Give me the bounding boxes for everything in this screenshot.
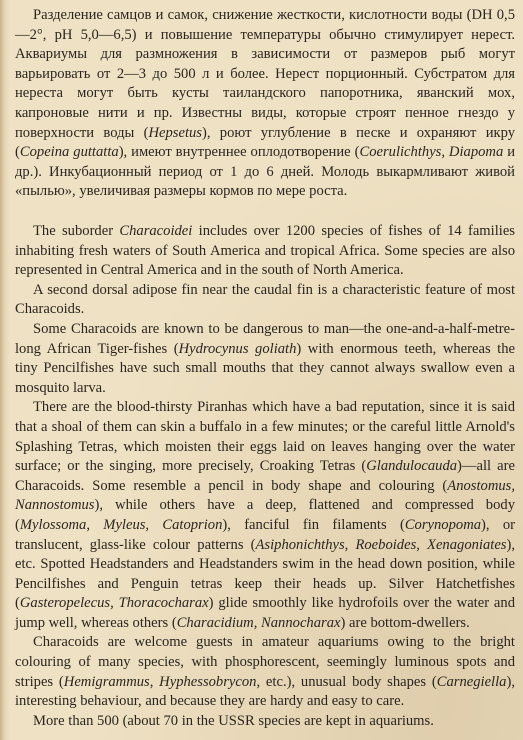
text-run: и др.). Инкубационный период от 1 до 6 дней. Молодь выкармливают живой «пылью», увеличивая размеры кормов по мере роста. — [15, 144, 516, 200]
text-run: ), while others have a deep, flattened and compressed body ( — [15, 497, 515, 533]
italic-term: Hemigrammus, Hyphessobrycon — [63, 673, 257, 690]
italic-term: Characidium, Nannocharax — [176, 614, 341, 631]
text-run: ), fanciful fin filaments ( — [222, 516, 405, 533]
italic-term: Copeina guttatta — [19, 144, 119, 161]
text-run: Some Characoids are known to be dangerous to man—the one-and-a-half-metre-long African Tiger-fishes ( — [15, 320, 515, 357]
italic-term: Gasteropelecus, Thoracocharax — [19, 595, 209, 612]
english-paragraph — [15, 222, 515, 281]
italic-term: Anostomus, Nannostomus — [15, 477, 515, 514]
text-run: )—all are Characoids. Some resemble a pencil in body shape and colouring ( — [15, 458, 515, 494]
italic-term: Mylossoma, Myleus, Catoprion — [19, 516, 223, 533]
text-run: A second dorsal adipose fin near the caudal fin is a characteristic feature of most Characoids. — [15, 281, 515, 318]
english-paragraph — [15, 712, 515, 732]
text-run: The suborder — [33, 223, 120, 239]
italic-term: Hepsetus — [148, 124, 202, 141]
text-run: ), or translucent, glass-like colour patterns ( — [15, 516, 515, 553]
text-run: Разделение самцов и самок, снижение жесткости, кислотности воды (DH 0,5—2°, pH 5,0—6,5) и повышение температуры обычно стимулирует нерест. Аквариумы для размножения в зависимости от размеров рыб могут варьировать от 2—3 до 500 л и более. Нерест порционный. Субстратом для нереста могут быть кусты таиландского папоротника, яванский мох, капроновые нити и пр. Известны виды, которые строят пенное гнездо у поверхности воды ( — [15, 7, 515, 141]
english-paragraph — [15, 398, 515, 633]
text-run: , etc.), unusual body shapes ( — [256, 673, 437, 690]
russian-paragraph — [15, 6, 515, 202]
italic-term: Glandulocauda — [366, 458, 458, 475]
italic-term: Coerulichthys, Diapoma — [359, 144, 504, 161]
italic-term: Asiphonichthys, Roeboides, Xenagoniates — [255, 536, 507, 553]
italic-term: Carnegiella — [436, 673, 507, 690]
text-run: ) are bottom-dwellers. — [340, 614, 470, 631]
russian-text-block — [15, 6, 515, 202]
page-edge — [0, 0, 5, 740]
english-paragraph — [15, 281, 515, 320]
italic-term: Hydrocynus goliath — [178, 340, 297, 357]
italic-term: Corynopoma — [404, 516, 482, 533]
english-paragraph — [15, 320, 515, 398]
text-run: ) with enormous teeth, whereas the tiny Pencilfishes have such small mouths that they cannot always swallow even a mosquito larva. — [15, 340, 515, 396]
text-run: Characoids are welcome guests in amateur aquariums owing to the bright colouring of many species, with phosphorescent, seemingly luminous spots and stripes ( — [15, 634, 515, 690]
text-run: ), имеют внутреннее оплодотворение ( — [118, 144, 360, 161]
italic-term: Characoidei — [119, 223, 193, 239]
text-run: More than 500 (about 70 in the USSR species are kept in aquariums. — [33, 712, 434, 729]
text-run: ) glide smoothly like hydrofoils over the water and jump well, whereas others ( — [15, 595, 516, 631]
text-run: There are the blood-thirsty Piranhas which have a bad reputation, since it is said that a shoal of them can skin a buffalo in a few minutes; or the careful little Arnold's Splashing Tetras, which moisten their eggs laid on leaves hanging over the water surface; or the singing, more precisely, Croaking Tetras ( — [15, 399, 515, 475]
text-run: ), роют углубление в песке и охраняют икру ( — [15, 124, 515, 161]
text-run: includes over 1200 species of fishes of 14 families inhabiting fresh waters of South America and tropical Africa. Some species are also represented in Central America and in the south of North America. — [15, 223, 515, 279]
english-paragraph — [15, 633, 515, 711]
text-run: ), interesting behaviour, and because they are hardy and easy to care. — [15, 673, 515, 710]
english-text-block — [15, 222, 515, 731]
text-run: ), etc. Spotted Headstanders and Headstanders swim in the head down position, while Pencilfishes and Penguin tetras keep their heads up. Silver Hatchetfishes ( — [15, 536, 515, 612]
